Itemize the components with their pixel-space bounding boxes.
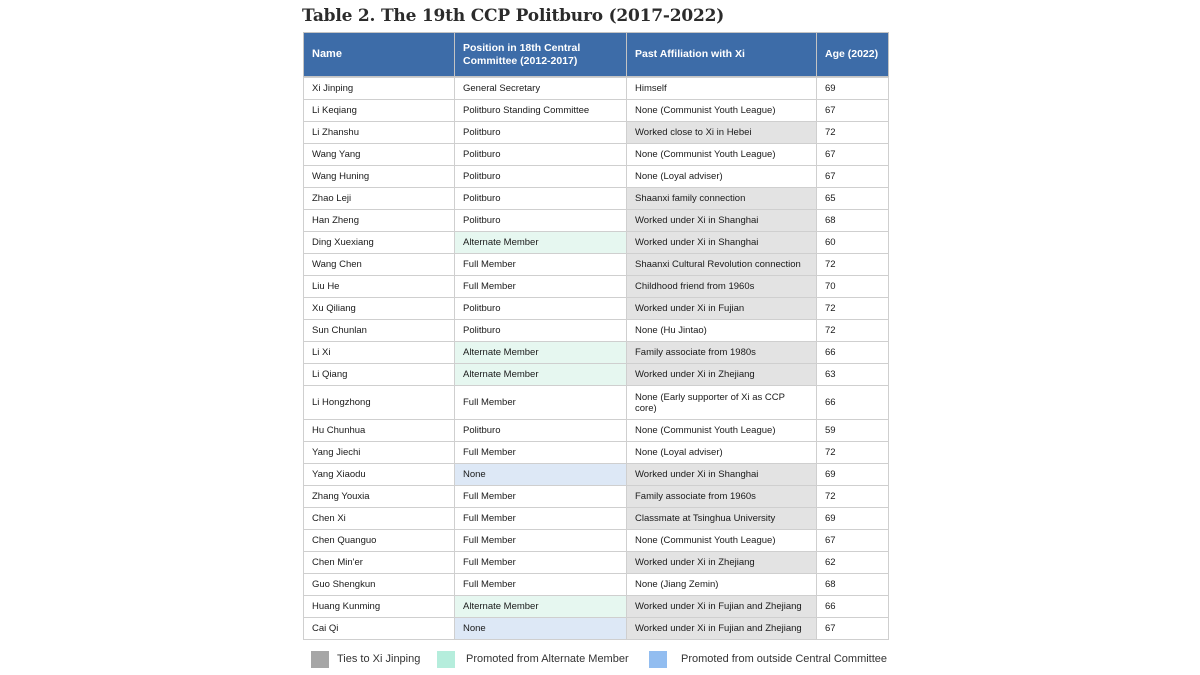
cell-position: Alternate Member (455, 342, 627, 364)
cell-affiliation: Himself (627, 78, 817, 100)
cell-name: Zhang Youxia (304, 486, 455, 508)
cell-age: 66 (817, 342, 889, 364)
cell-age: 66 (817, 596, 889, 618)
cell-affiliation: None (Communist Youth League) (627, 144, 817, 166)
cell-name: Li Zhanshu (304, 122, 455, 144)
table-title: Table 2. The 19th CCP Politburo (2017-2022) (302, 6, 725, 26)
cell-age: 67 (817, 100, 889, 122)
header-name: Name (304, 33, 455, 77)
table-row (304, 364, 889, 386)
cell-name: Li Qiang (304, 364, 455, 386)
table-body (304, 77, 889, 640)
cell-affiliation: None (Jiang Zemin) (627, 574, 817, 596)
cell-affiliation: None (Loyal adviser) (627, 166, 817, 188)
cell-affiliation: Worked under Xi in Fujian and Zhejiang (627, 596, 817, 618)
cell-affiliation: Worked under Xi in Zhejiang (627, 552, 817, 574)
cell-position: Full Member (455, 386, 627, 420)
table-row (304, 254, 889, 276)
table-row (304, 486, 889, 508)
table-row (304, 420, 889, 442)
cell-position: Full Member (455, 486, 627, 508)
cell-affiliation: None (Communist Youth League) (627, 530, 817, 552)
cell-name: Wang Yang (304, 144, 455, 166)
cell-affiliation: Classmate at Tsinghua University (627, 508, 817, 530)
cell-age: 72 (817, 254, 889, 276)
cell-position: None (455, 464, 627, 486)
cell-affiliation: Worked under Xi in Shanghai (627, 210, 817, 232)
cell-affiliation: None (Communist Youth League) (627, 100, 817, 122)
cell-age: 63 (817, 364, 889, 386)
cell-position: Politburo (455, 144, 627, 166)
cell-position: Politburo (455, 420, 627, 442)
header-age: Age (2022) (817, 33, 889, 77)
cell-age: 67 (817, 166, 889, 188)
table-row (304, 232, 889, 254)
cell-age: 60 (817, 232, 889, 254)
cell-age: 68 (817, 574, 889, 596)
cell-name: Chen Min'er (304, 552, 455, 574)
cell-affiliation: Shaanxi Cultural Revolution connection (627, 254, 817, 276)
legend-swatch-alternate (437, 651, 455, 668)
cell-position: Full Member (455, 574, 627, 596)
cell-name: Zhao Leji (304, 188, 455, 210)
cell-age: 72 (817, 298, 889, 320)
cell-age: 72 (817, 320, 889, 342)
cell-name: Yang Jiechi (304, 442, 455, 464)
cell-age: 67 (817, 144, 889, 166)
cell-age: 62 (817, 552, 889, 574)
table-row (304, 552, 889, 574)
cell-name: Yang Xiaodu (304, 464, 455, 486)
cell-position: Politburo (455, 166, 627, 188)
cell-affiliation: None (Hu Jintao) (627, 320, 817, 342)
cell-affiliation: Worked under Xi in Zhejiang (627, 364, 817, 386)
cell-name: Li Hongzhong (304, 386, 455, 420)
table-row (304, 166, 889, 188)
table-row (304, 386, 889, 420)
cell-position: Alternate Member (455, 364, 627, 386)
cell-age: 67 (817, 530, 889, 552)
cell-position: General Secretary (455, 78, 627, 100)
cell-position: Alternate Member (455, 232, 627, 254)
header-row (304, 33, 889, 77)
cell-affiliation: Worked under Xi in Shanghai (627, 232, 817, 254)
table-row (304, 298, 889, 320)
table-row (304, 210, 889, 232)
cell-age: 59 (817, 420, 889, 442)
cell-position: Politburo Standing Committee (455, 100, 627, 122)
table-row (304, 530, 889, 552)
legend-label-alternate: Promoted from Alternate Member (466, 653, 629, 665)
cell-name: Chen Quanguo (304, 530, 455, 552)
cell-position: Politburo (455, 122, 627, 144)
cell-age: 72 (817, 122, 889, 144)
cell-name: Han Zheng (304, 210, 455, 232)
cell-position: Full Member (455, 508, 627, 530)
cell-name: Chen Xi (304, 508, 455, 530)
cell-affiliation: None (Communist Youth League) (627, 420, 817, 442)
table-row (304, 320, 889, 342)
header-affiliation: Past Affiliation with Xi (627, 33, 817, 77)
cell-name: Wang Chen (304, 254, 455, 276)
legend-label-outside: Promoted from outside Central Committee (681, 653, 888, 665)
cell-age: 69 (817, 464, 889, 486)
cell-affiliation: None (Loyal adviser) (627, 442, 817, 464)
cell-affiliation: Childhood friend from 1960s (627, 276, 817, 298)
cell-age: 72 (817, 442, 889, 464)
cell-name: Xi Jinping (304, 78, 455, 100)
cell-position: Politburo (455, 188, 627, 210)
cell-name: Guo Shengkun (304, 574, 455, 596)
legend-label-ties: Ties to Xi Jinping (337, 653, 421, 665)
cell-name: Li Keqiang (304, 100, 455, 122)
cell-affiliation: Worked under Xi in Shanghai (627, 464, 817, 486)
cell-age: 69 (817, 78, 889, 100)
cell-position: Full Member (455, 442, 627, 464)
cell-name: Wang Huning (304, 166, 455, 188)
cell-affiliation: Worked under Xi in Fujian (627, 298, 817, 320)
cell-age: 67 (817, 618, 889, 640)
cell-name: Cai Qi (304, 618, 455, 640)
cell-affiliation: Family associate from 1980s (627, 342, 817, 364)
cell-position: Politburo (455, 298, 627, 320)
cell-name: Sun Chunlan (304, 320, 455, 342)
cell-affiliation: None (Early supporter of Xi as CCP core) (627, 386, 817, 420)
cell-name: Hu Chunhua (304, 420, 455, 442)
cell-position: Politburo (455, 210, 627, 232)
cell-name: Ding Xuexiang (304, 232, 455, 254)
legend-swatch-outside (649, 651, 667, 668)
table-row (304, 596, 889, 618)
table-row (304, 618, 889, 640)
cell-age: 66 (817, 386, 889, 420)
cell-name: Huang Kunming (304, 596, 455, 618)
politburo-table (303, 32, 889, 640)
table-row (304, 574, 889, 596)
table-row (304, 464, 889, 486)
cell-position: Politburo (455, 320, 627, 342)
cell-name: Xu Qiliang (304, 298, 455, 320)
table-row (304, 342, 889, 364)
table-row (304, 508, 889, 530)
cell-affiliation: Worked close to Xi in Hebei (627, 122, 817, 144)
table-row (304, 276, 889, 298)
cell-position: Full Member (455, 552, 627, 574)
table-row (304, 442, 889, 464)
cell-name: Liu He (304, 276, 455, 298)
header-position: Position in 18th Central Committee (2012-2017) (455, 33, 627, 77)
cell-age: 70 (817, 276, 889, 298)
table-row (304, 144, 889, 166)
cell-age: 68 (817, 210, 889, 232)
cell-affiliation: Shaanxi family connection (627, 188, 817, 210)
cell-position: Full Member (455, 276, 627, 298)
cell-position: None (455, 618, 627, 640)
table-row (304, 122, 889, 144)
legend-swatch-ties (311, 651, 329, 668)
table-row (304, 78, 889, 100)
cell-age: 69 (817, 508, 889, 530)
table-row (304, 188, 889, 210)
cell-position: Full Member (455, 254, 627, 276)
cell-affiliation: Worked under Xi in Fujian and Zhejiang (627, 618, 817, 640)
cell-age: 65 (817, 188, 889, 210)
cell-affiliation: Family associate from 1960s (627, 486, 817, 508)
cell-position: Full Member (455, 530, 627, 552)
cell-position: Alternate Member (455, 596, 627, 618)
cell-age: 72 (817, 486, 889, 508)
table-row (304, 100, 889, 122)
cell-name: Li Xi (304, 342, 455, 364)
